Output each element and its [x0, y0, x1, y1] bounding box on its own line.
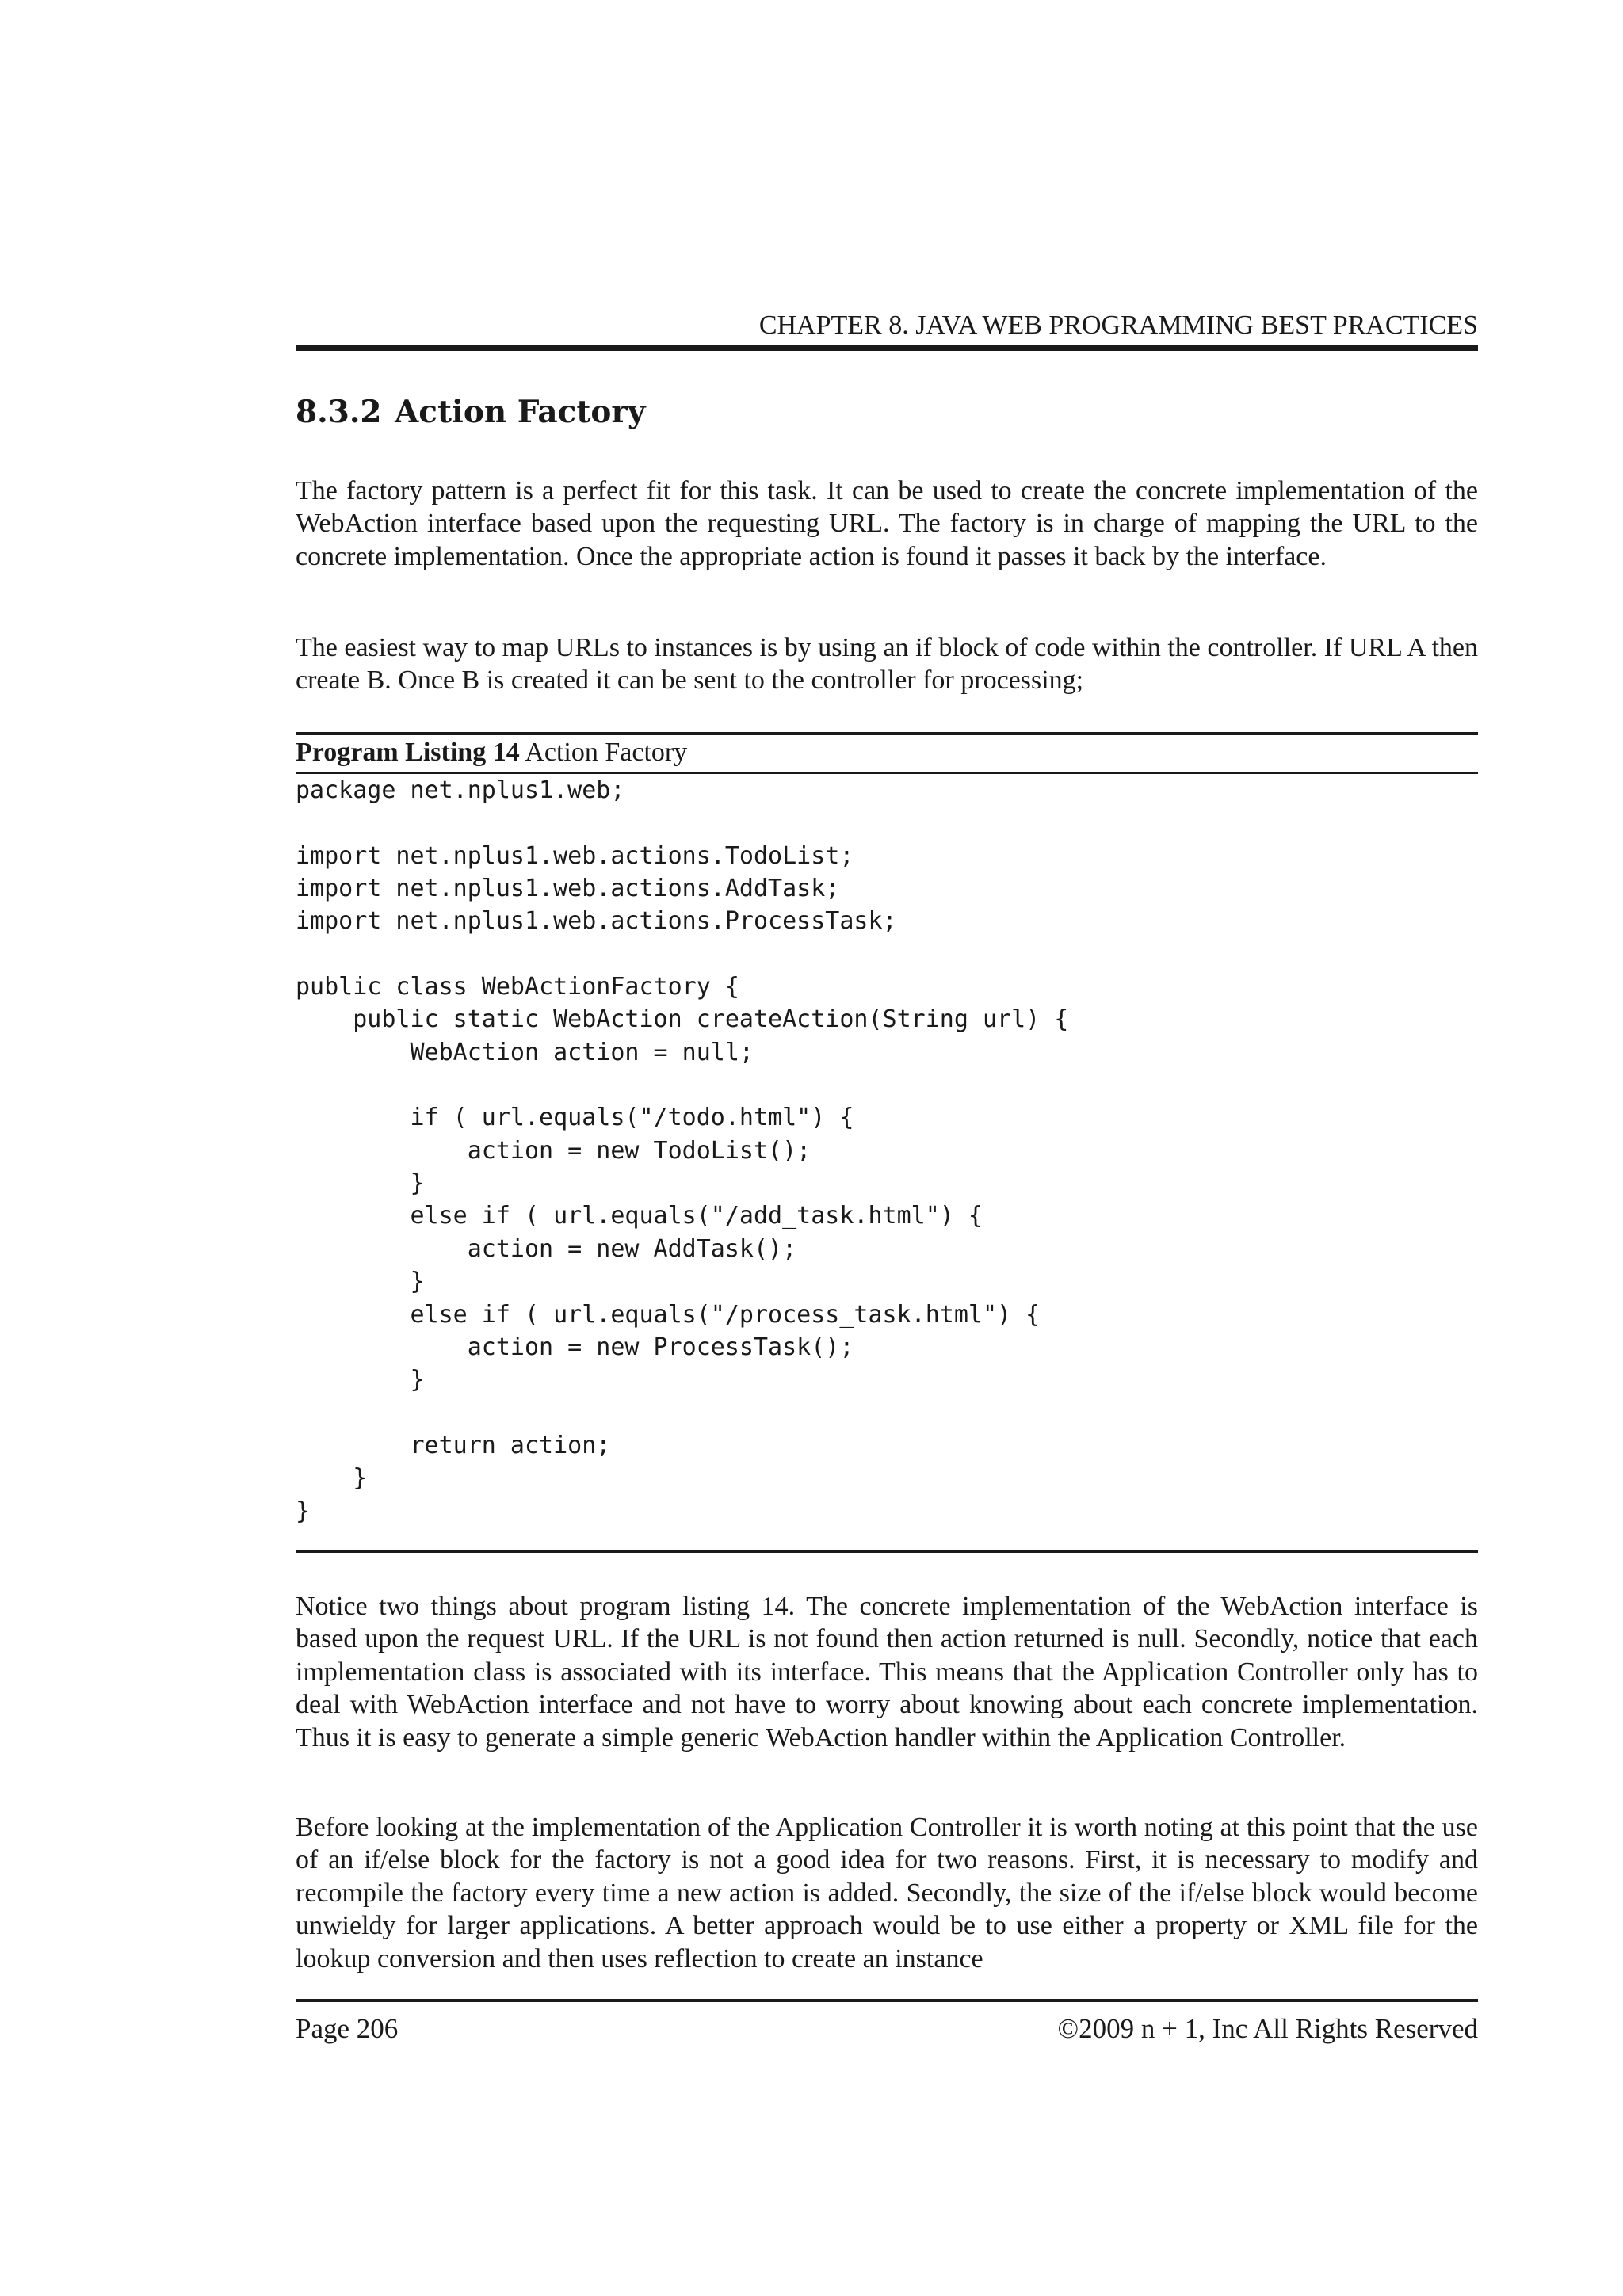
copyright-notice: ©2009 n + 1, Inc All Rights Reserved: [1057, 2013, 1478, 2044]
code-line: public class WebActionFactory {: [296, 973, 739, 1001]
section-number: 8.3.2: [296, 394, 382, 430]
code-line: public static WebAction createAction(String url) {: [296, 1005, 1069, 1034]
code-line: if ( url.equals("/todo.html") {: [296, 1104, 854, 1132]
running-header: CHAPTER 8. JAVA WEB PROGRAMMING BEST PRACTICES: [758, 311, 1478, 340]
code-line: WebAction action = null;: [296, 1038, 754, 1066]
body-paragraph: The easiest way to map URLs to instances is by using an if block of code within the controller. If URL A then create B. Once B is created it can be sent to the controller for processing;: [296, 633, 1478, 696]
code-line: }: [296, 1169, 425, 1198]
code-line: import net.nplus1.web.actions.ProcessTask;: [296, 907, 897, 936]
section-heading: [296, 387, 646, 437]
code-line: }: [296, 1366, 425, 1394]
code-line: action = new TodoList();: [296, 1136, 812, 1165]
code-line: else if ( url.equals("/process_task.html") {: [296, 1300, 1041, 1329]
code-line: action = new ProcessTask();: [296, 1333, 854, 1361]
listing-label: Program Listing 14: [296, 738, 520, 767]
page-number: Page 206: [296, 2013, 399, 2044]
code-line: [296, 807, 1478, 839]
code-line: import net.nplus1.web.actions.TodoList;: [296, 841, 854, 870]
code-line: [296, 1397, 1478, 1429]
code-line: else if ( url.equals("/add_task.html") {: [296, 1202, 983, 1230]
code-line: }: [296, 1464, 368, 1493]
code-line: }: [296, 1497, 311, 1525]
code-listing: [296, 774, 1478, 1527]
code-line: package net.nplus1.web;: [296, 776, 625, 804]
body-paragraph: Before looking at the implementation of the Application Controller it is worth noting at this point that the use of an if/else block for the factory is not a good idea for two reasons. First, it is necessary to modify and recompile the factory every time a new action is added. Secondly, the size of the if/else block would become unwieldy for larger applications. A better approach would be to use either a property or XML file for the lookup conversion and then uses reflection to create an instance: [296, 1813, 1478, 1974]
section-title: Action Factory: [395, 394, 646, 430]
listing-bottom-rule: [296, 1550, 1478, 1553]
listing-caption: [296, 735, 1478, 770]
code-line: }: [296, 1268, 425, 1296]
footer-rule: [296, 1999, 1478, 2002]
code-line: return action;: [296, 1431, 611, 1459]
header-rule: [296, 345, 1478, 351]
code-line: [296, 938, 1478, 971]
code-line: action = new AddTask();: [296, 1234, 797, 1263]
body-paragraph: The factory pattern is a perfect fit for this task. It can be used to create the concrete implementation of the WebAction interface based upon the requesting URL. The factory is in charge of mapping the URL to the concrete implementation. Once the appropriate action is found it passes it back by the interface.: [296, 476, 1478, 571]
body-paragraph: Notice two things about program listing 14. The concrete implementation of the WebAction interface is based upon the request URL. If the URL is not found then action returned is null. Secondly, notice that each implementation class is associated with its interface. This means that the Application Controller only has to deal with WebAction interface and not have to worry about knowing about each concrete implementation. Thus it is easy to generate a simple generic WebAction handler within the Application Controller.: [296, 1592, 1478, 1753]
code-line: import net.nplus1.web.actions.AddTask;: [296, 875, 840, 903]
listing-caption-text: Action Factory: [525, 738, 688, 767]
code-line: [296, 1069, 1478, 1101]
